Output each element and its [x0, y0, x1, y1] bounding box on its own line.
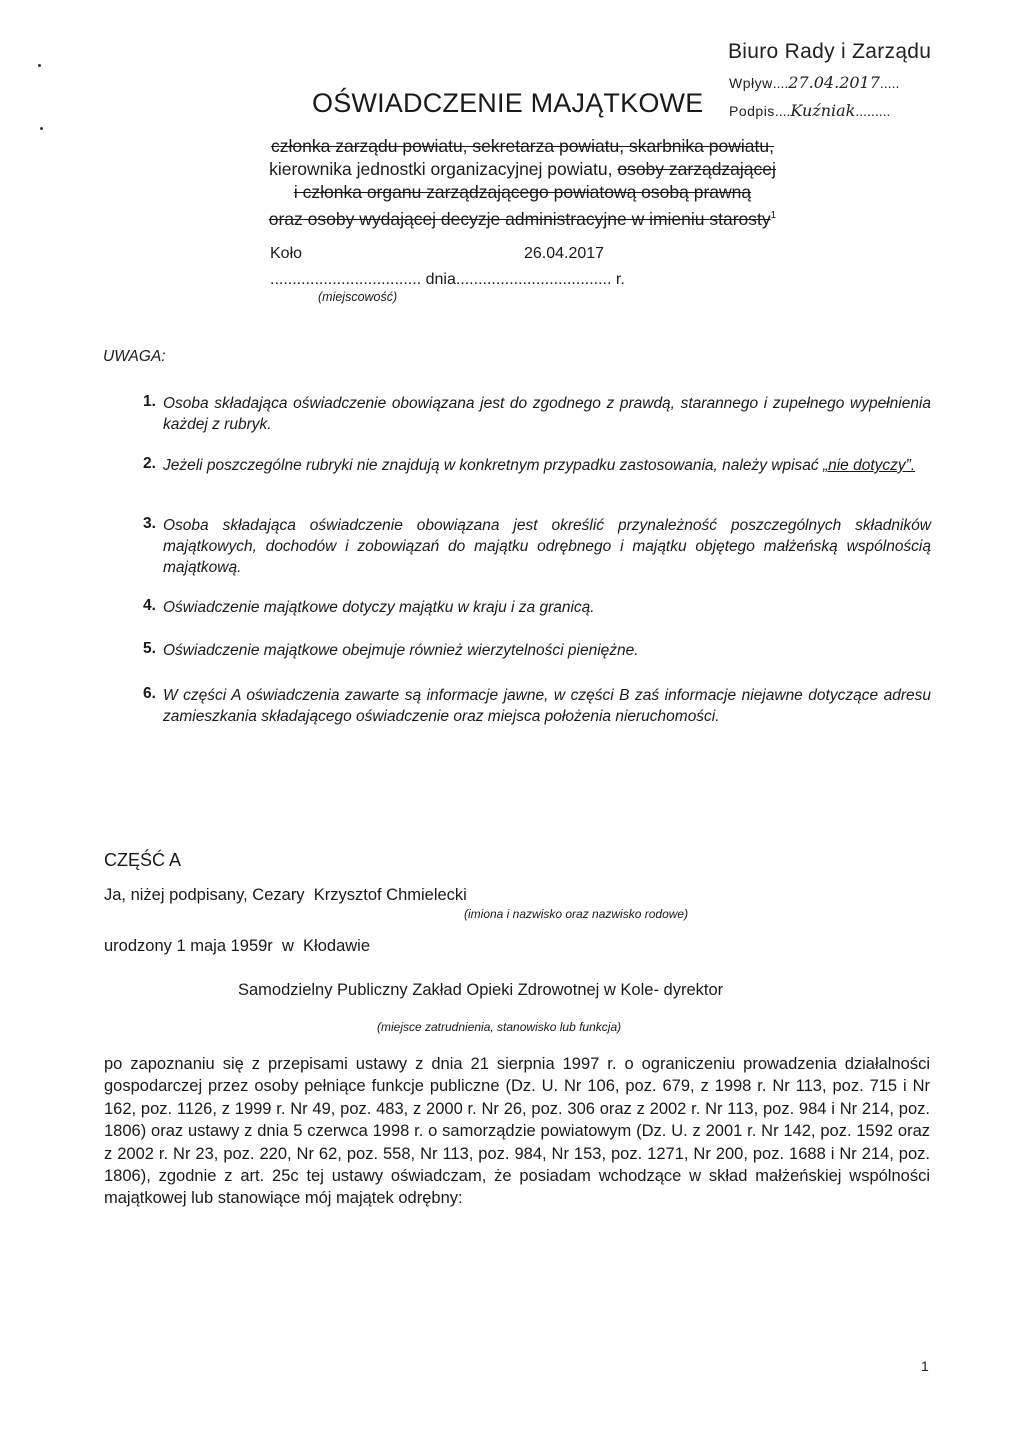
birth-line — [104, 935, 370, 957]
born-value: 1 maja 1959r w Kłodawie — [176, 937, 371, 955]
header-line-2b: osoby zarządzającej — [617, 159, 776, 179]
page-number: 1 — [921, 1358, 929, 1374]
note-item: Oświadczenie majątkowe dotyczy majątku w kraju i za granicą. — [163, 599, 595, 616]
declarant-name: Cezary Krzysztof Chmielecki — [252, 886, 467, 904]
header-line-4 — [200, 204, 845, 231]
date-value: 26.04.2017 — [524, 245, 605, 262]
header-line-4-text: oraz osoby wydającej decyzje administracyjne w imieniu starosty — [268, 208, 771, 229]
declaration-paragraph: po zapoznaniu się z przepisami ustawy z dnia 21 sierpnia 1997 r. o ograniczeniu prowadzenia działalności gospodarczej przez osoby pełniące funkcje publiczne (Dz. U. Nr 106, poz. 679, z 1998 r. Nr 113, poz. 715 i Nr 162, poz. 1126, z 1999 r. Nr 49, poz. 483, z 2000 r. Nr 26, poz. 306 oraz z 2002 r. Nr 113, poz. 984 i Nr 214, poz. 1806) oraz ustawy z dnia 5 czerwca 1998 r. o samorządzie powiatowym (Dz. U. z 2001 r. Nr 142, poz. 1592 oraz z 2002 r. Nr 23, poz. 220, Nr 62, poz. 558, Nr 113, poz. 984, Nr 153, poz. 1271, Nr 200, poz. 1688 i Nr 214, poz. 1806), zgodnie z art. 25c tej ustawy oświadczam, że posiadam wchodzące w skład małżeńskiej wspólności majątkowej lub stanowiące mój majątek odrębny: — [104, 1055, 930, 1208]
stamp-signature-row: Podpis....Kuźniak......... — [729, 101, 891, 120]
part-a-heading: CZĘŚĆ A — [104, 850, 182, 870]
name-caption: (imiona i nazwisko oraz nazwisko rodowe) — [464, 907, 689, 921]
note-item: W części A oświadczenia zawarte są informacje jawne, w części B zaś informacje niejawne dotyczące adresu zamieszkania składającego oświadczenie oraz miejsca położenia nieruchomości. — [163, 687, 931, 725]
employment: Samodzielny Publiczny Zakład Opieki Zdrowotnej w Kole- dyrektor — [238, 981, 724, 999]
employment-caption: (miejsce zatrudnienia, stanowisko lub funkcja) — [377, 1020, 622, 1034]
note-number: 6. — [143, 685, 156, 702]
note-item — [163, 455, 931, 476]
stamp-office: Biuro Rady i Zarządu — [728, 40, 932, 63]
born-label: urodzony — [104, 937, 172, 955]
note-number: 4. — [143, 597, 156, 614]
header-line-3: i członka organu zarządzającego powiatową osobą prawną — [293, 182, 752, 202]
stamp-received: Wpływ....27.04.2017..... — [729, 73, 900, 92]
note-number: 1. — [143, 393, 156, 410]
stamp-received-label: Wpływ — [729, 75, 773, 91]
scan-speck — [40, 127, 43, 130]
intro-label: Ja, niżej podpisany, — [104, 886, 248, 904]
note-item: Oświadczenie majątkowe obejmuje również wierzytelności pieniężne. — [163, 642, 639, 659]
place-caption: (miejscowość) — [318, 290, 398, 304]
stamp-received-date: 27.04.2017 — [788, 73, 880, 92]
note-underlined: „nie dotyczy”. — [822, 457, 916, 474]
notes-heading: UWAGA: — [103, 348, 166, 365]
note-text: Jeżeli poszczególne rubryki nie znajdują w konkretnym przypadku zastosowania, należy wpisać — [163, 457, 823, 474]
note-item: Osoba składająca oświadczenie obowiązana jest określić przynależność poszczególnych składników majątkowych, dochodów i zobowiązań do majątku odrębnego i majątku objętego małżeńską wspólnością majątkową. — [163, 517, 931, 576]
document-title: OŚWIADCZENIE MAJĄTKOWE — [312, 88, 704, 118]
dnia-label: dnia — [425, 271, 456, 288]
note-number: 2. — [143, 455, 156, 472]
header-line-2 — [200, 158, 845, 181]
r-label: r. — [615, 271, 625, 288]
declarant-line — [104, 884, 467, 906]
place-date-line — [270, 271, 625, 289]
header-line-1: członka zarządu powiatu, sekretarza powiatu, skarbnika powiatu, — [271, 136, 774, 156]
place-dots: .................................. — [270, 271, 422, 288]
stamp-signature-label: Podpis — [729, 103, 775, 119]
footnote-marker: 1 — [770, 210, 777, 221]
document-subtitle — [200, 135, 845, 231]
note-number: 3. — [143, 515, 156, 532]
date-dots: ................................... — [455, 271, 612, 288]
note-item: Osoba składająca oświadczenie obowiązana jest do zgodnego z prawdą, starannego i zupełnego wypełnienia każdej z rubryk. — [163, 395, 931, 433]
note-number: 5. — [143, 640, 156, 657]
scan-speck — [38, 64, 41, 67]
stamp-signature: Kuźniak — [790, 101, 856, 120]
place-value: Koło — [270, 245, 303, 262]
header-line-2a: kierownika jednostki organizacyjnej powiatu, — [269, 159, 618, 179]
